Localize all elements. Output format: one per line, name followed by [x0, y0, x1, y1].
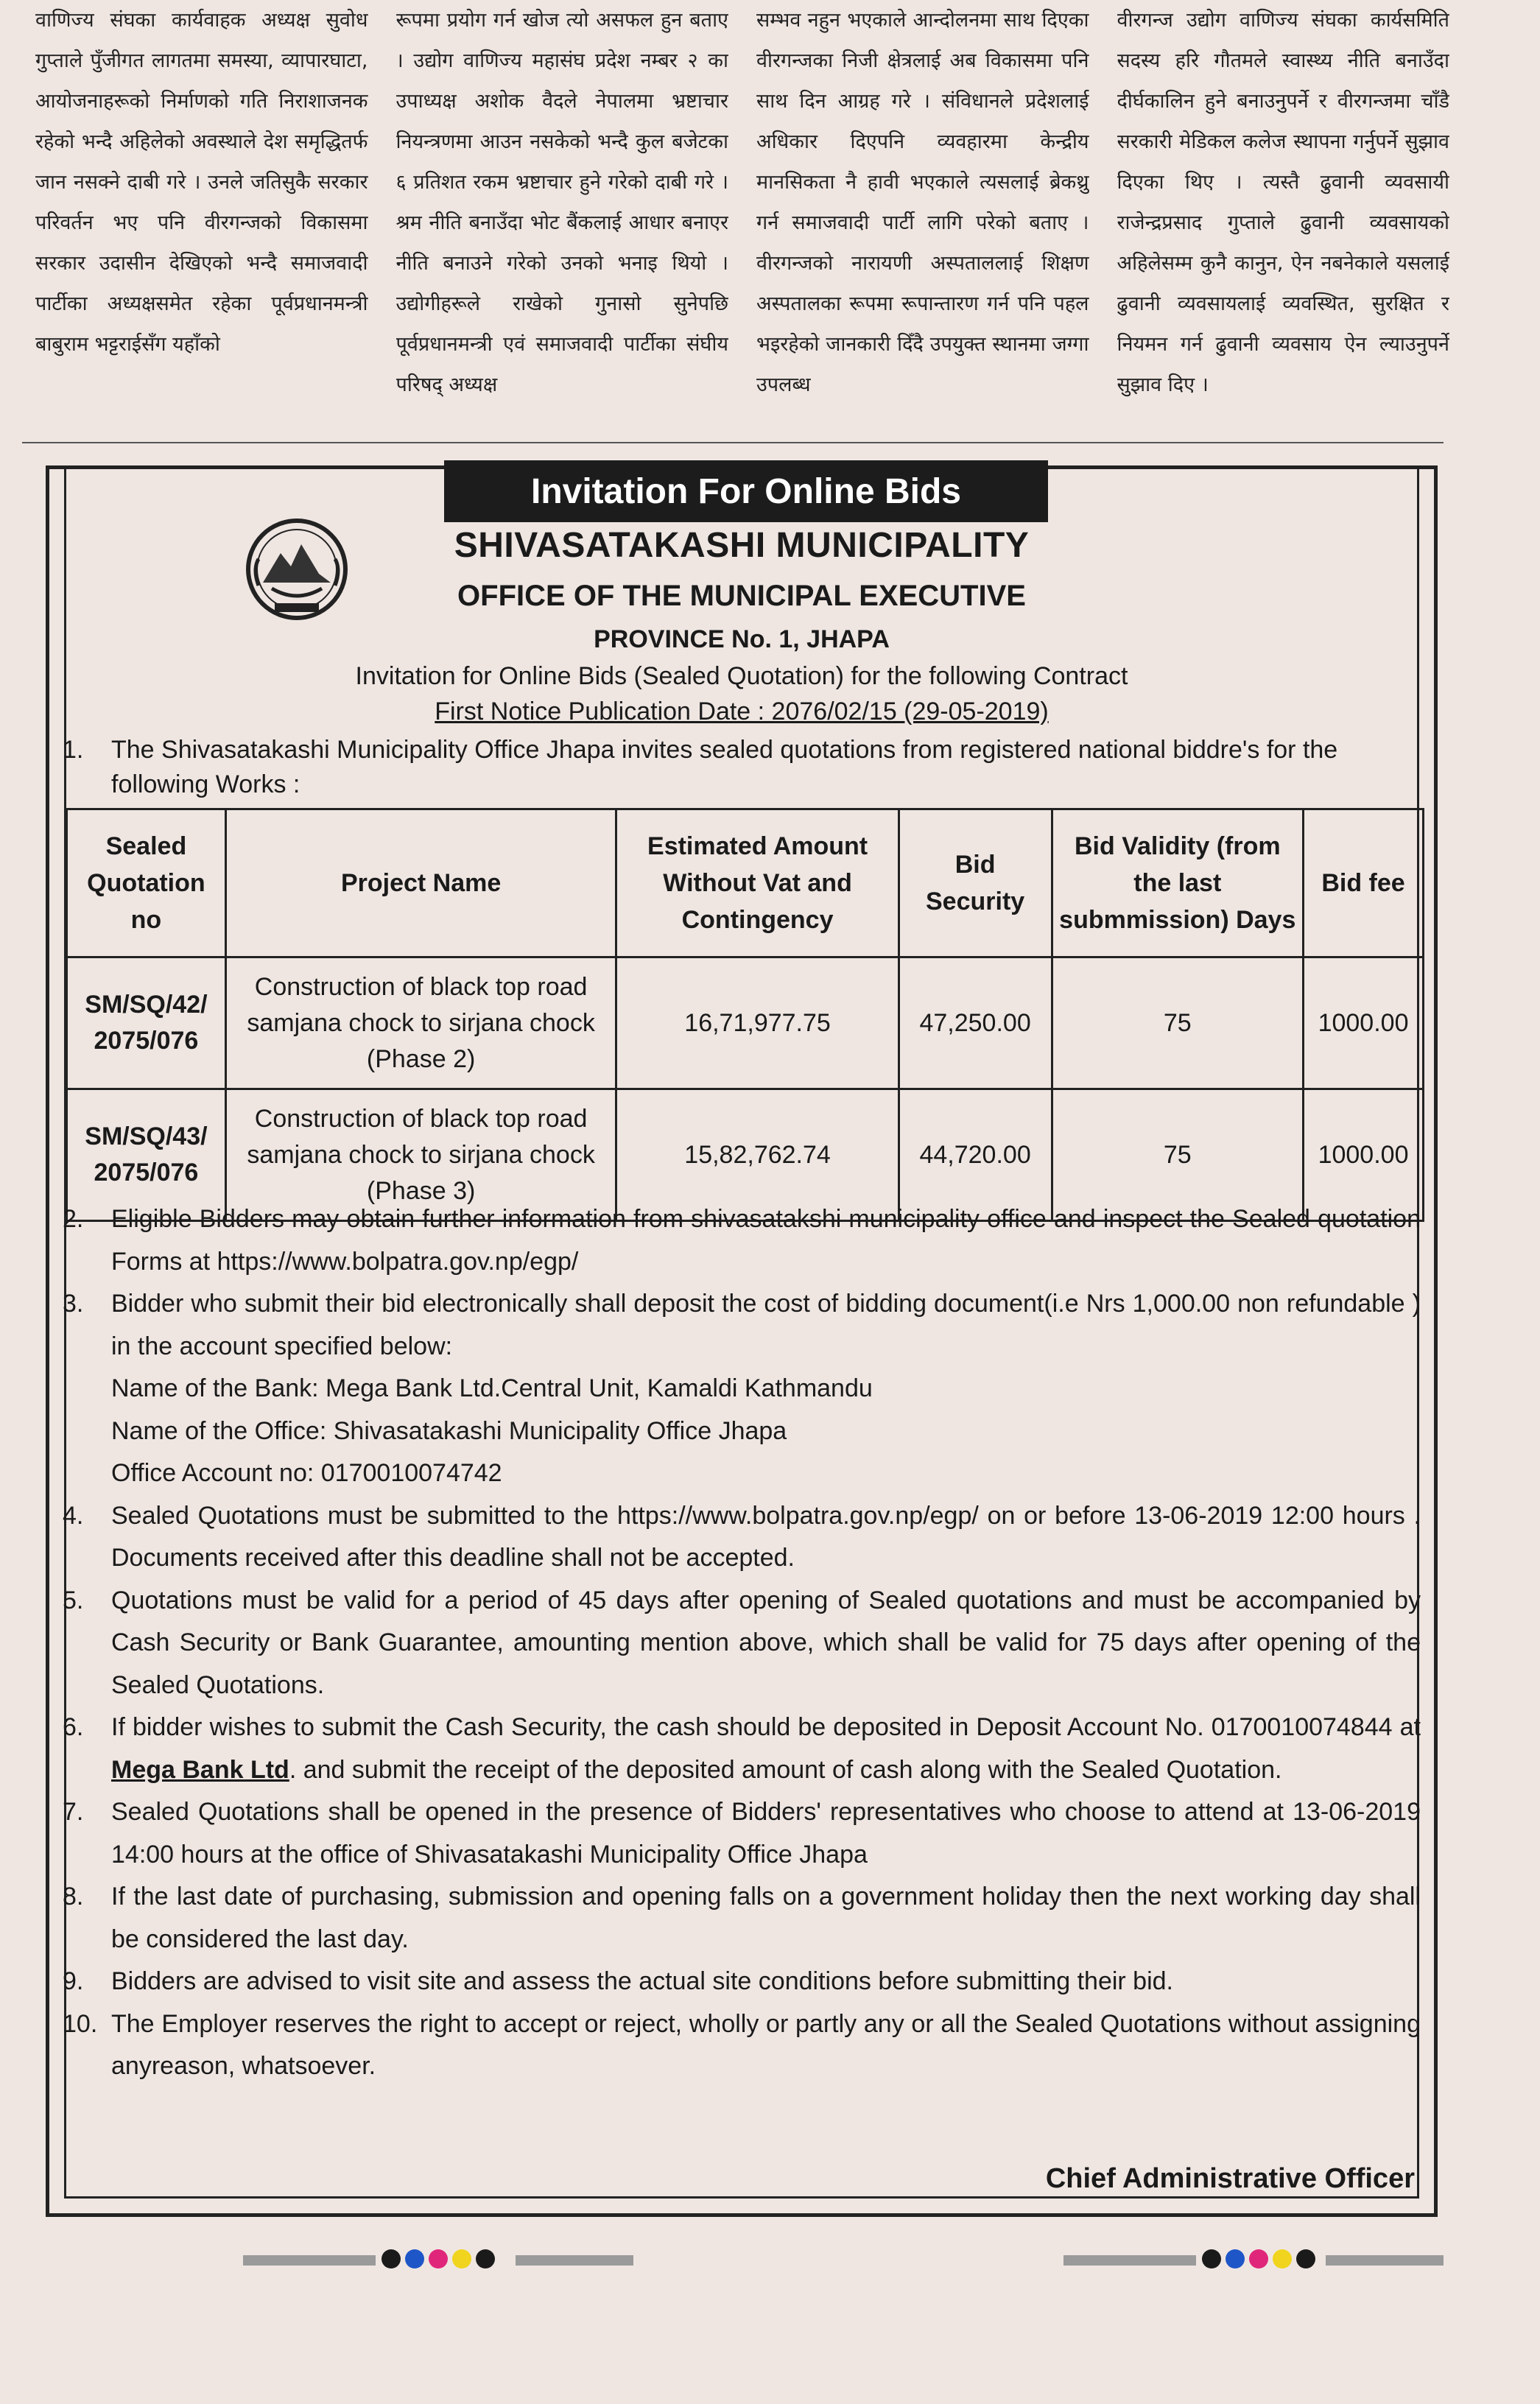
item-number: 3. [63, 1290, 84, 1318]
notice-item-5 [63, 1580, 1421, 1707]
item-text: Bidder who submit their bid electronically shall deposit the cost of bidding document(i.e Nrs 1,000.00 non refundable ) in the account specified below: [111, 1290, 1421, 1360]
cell-fee: 1000.00 [1304, 1089, 1424, 1221]
item-text: Bidders are advised to visit site and assess the actual site conditions before submitting their bid. [111, 1967, 1173, 1995]
bid-notice [46, 465, 1438, 2217]
cell-security: 44,720.00 [899, 1089, 1052, 1221]
cell-amount: 16,71,977.75 [616, 957, 899, 1089]
registration-dot [382, 2249, 401, 2268]
header-estimated-amount: Estimated Amount Without Vat and Contingency [616, 809, 899, 957]
municipality-name: SHIVASATAKASHI MUNICIPALITY [454, 526, 1030, 565]
header-bid-fee: Bid fee [1304, 809, 1424, 957]
registration-dot [405, 2249, 424, 2268]
notice-item-1 [63, 733, 1421, 802]
registration-bar-left [243, 2255, 376, 2266]
signature: Chief Administrative Officer [1045, 2163, 1415, 2194]
item-number: 1. [63, 736, 84, 764]
bids-table [66, 808, 1424, 1222]
header-bid-security: Bid Security [899, 809, 1052, 957]
cell-validity: 75 [1052, 1089, 1304, 1221]
item-text: Quotations must be valid for a period of 45 days after opening of Sealed quotations and must be accompanied by Cash Security or Bank Guarantee, amounting mention above, which shall be valid for 75 days after opening of the Sealed Quotations. [111, 1586, 1421, 1699]
registration-dot [1273, 2249, 1292, 2268]
item-text: The Employer reserves the right to accept or reject, wholly or partly any or all the Sealed Quotations without assigning anyreason, whatsoever. [111, 2009, 1421, 2080]
bank-name-emphasis: Mega Bank Ltd [111, 1755, 289, 1784]
office-name: OFFICE OF THE MUNICIPAL EXECUTIVE [457, 580, 1026, 612]
item-number: 4. [63, 1501, 84, 1530]
registration-bar-right-a [1063, 2255, 1196, 2266]
item-text: If bidder wishes to submit the Cash Security, the cash should be deposited in Deposit Account No. 0170010074844 at [111, 1713, 1421, 1741]
province-name: PROVINCE No. 1, JHAPA [594, 625, 890, 653]
notice-item-8 [63, 1876, 1421, 1961]
registration-bar-mid [516, 2255, 633, 2266]
item-number: 10. [63, 2009, 98, 2038]
cell-quotation-no: SM/SQ/42/ 2075/076 [67, 957, 226, 1089]
cell-project-name: Construction of black top road samjana chock to sirjana chock (Phase 3) [225, 1089, 616, 1221]
registration-dots-left [382, 2249, 495, 2268]
notice-item-4 [63, 1495, 1421, 1580]
registration-dot [429, 2249, 448, 2268]
item-number: 6. [63, 1713, 84, 1741]
item-number: 8. [63, 1883, 84, 1911]
notice-item-7 [63, 1791, 1421, 1876]
item-text: . and submit the receipt of the deposited amount of cash along with the Sealed Quotation. [289, 1755, 1282, 1784]
notice-item-6 [63, 1707, 1421, 1791]
notice-item-10 [63, 2003, 1421, 2088]
item-text: If the last date of purchasing, submission and opening falls on a government holiday then the next working day shall be considered the last day. [111, 1883, 1421, 1953]
invitation-line: Invitation for Online Bids (Sealed Quotation) for the following Contract [355, 662, 1128, 690]
registration-dot [1226, 2249, 1245, 2268]
bank-name-line: Name of the Bank: Mega Bank Ltd.Central Unit, Kamaldi Kathmandu [111, 1374, 873, 1402]
item-text: Sealed Quotations must be submitted to the https://www.bolpatra.gov.np/egp/ on or before 13-06-2019 12:00 hours . Documents received after this deadline shall not be accepted. [111, 1501, 1421, 1572]
item-text: Sealed Quotations shall be opened in the presence of Bidders' representatives who choose to attend at 13-06-2019 14:00 hours at the office of Shivasatakashi Municipality Office Jhapa [111, 1798, 1421, 1869]
notice-item-3 [63, 1283, 1421, 1495]
item-number: 2. [63, 1205, 84, 1233]
header-project-name: Project Name [225, 809, 616, 957]
news-column-4: वीरगन्ज उद्योग वाणिज्य संघका कार्यसमिति सदस्य हरि गौतमले स्वास्थ्य नीति बनाउँदा दीर्घकालिन हुने बनाउनुपर्ने र वीरगन्जमा चाँडै सरकारी मेडिकल कलेज स्थापना गर्नुपर्ने सुझाव दिएका थिए । त्यस्तै ढुवानी व्यवसायी राजेन्द्रप्रसाद गुप्ताले ढुवानी व्यवसायको अहिलेसम्म कुनै कानुन, ऐन नबनेकाले यसलाई ढुवानी व्यवसायलाई व्यवस्थित, सुरक्षित र नियमन गर्न ढुवानी व्यवसाय ऐन ल्याउनुपर्ने सुझाव दिए । [1117, 9, 1449, 396]
registration-dot [1202, 2249, 1221, 2268]
cell-validity: 75 [1052, 957, 1304, 1089]
news-column-2: रूपमा प्रयोग गर्न खोज त्यो असफल हुन बताए । उद्योग वाणिज्य महासंघ प्रदेश नम्बर २ का उपाध्यक्ष अशोक वैदले नेपालमा भ्रष्टाचार नियन्त्रणमा आउन नसकेको भन्दै कुल बजेटका ६ प्रतिशत रकम भ्रष्टाचार हुने गरेको दाबी गरे । श्रम नीति बनाउँदा भोट बैंकलाई आधार बनाएर नीति बनाउने गरेको उनको भनाइ थियो । उद्योगीहरूले राखेको गुनासो सुनेपछि पूर्वप्रधानमन्त्री एवं समाजवादी पार्टीका संघीय परिषद् अध्यक्ष [395, 9, 728, 396]
notice-item-2 [63, 1198, 1421, 1283]
table-header-row [67, 809, 1424, 957]
registration-dots-right [1202, 2249, 1315, 2268]
registration-dot [452, 2249, 471, 2268]
news-column-1: वाणिज्य संघका कार्यवाहक अध्यक्ष सुवोध गुप्ताले पुँजीगत लागतमा समस्या, व्यापारघाटा, आयोजनाहरूको निर्माणको गति निराशाजनक रहेको भन्दै अहिलेको अवस्थाले देश समृद्धितर्फ जान नसक्ने दाबी गरे । उनले जतिसुकै सरकार परिवर्तन भए पनि वीरगन्जको विकासमा सरकार उदासीन देखिएको भन्दै समाजवादी पार्टीका अध्यक्षसमेत रहेका पूर्वप्रधानमन्त्री बाबुराम भट्टराईसँग यहाँको [35, 9, 368, 356]
cell-quotation-no: SM/SQ/43/ 2075/076 [67, 1089, 226, 1221]
registration-bar-right-b [1326, 2255, 1444, 2266]
header-quotation-no: Sealed Quotation no [67, 809, 226, 957]
header-bid-validity: Bid Validity (from the last submmission) Days [1052, 809, 1304, 957]
item-text: The Shivasatakashi Municipality Office Jhapa invites sealed quotations from registered national biddre's for the following Works : [111, 736, 1338, 798]
newspaper-columns [35, 0, 1449, 412]
cell-fee: 1000.00 [1304, 957, 1424, 1089]
publication-date: First Notice Publication Date : 2076/02/15 (29-05-2019) [435, 697, 1049, 725]
item-number: 9. [63, 1967, 84, 1995]
registration-dot [1249, 2249, 1268, 2268]
item-text: Eligible Bidders may obtain further information from shivasatakshi municipality office and inspect the Sealed quotation Forms at https://www.bolpatra.gov.np/egp/ [111, 1205, 1421, 1276]
column-divider [22, 442, 1444, 443]
item-number: 5. [63, 1586, 84, 1614]
account-number-line: Office Account no: 0170010074742 [111, 1459, 502, 1487]
notice-items [63, 1198, 1421, 2088]
office-name-line: Name of the Office: Shivasatakashi Municipality Office Jhapa [111, 1416, 787, 1445]
cell-security: 47,250.00 [899, 957, 1052, 1089]
cell-project-name: Construction of black top road samjana chock to sirjana chock (Phase 2) [225, 957, 616, 1089]
registration-dot [1296, 2249, 1315, 2268]
item-number: 7. [63, 1798, 84, 1826]
notice-item-9 [63, 1961, 1421, 2003]
notice-banner: Invitation For Online Bids [444, 460, 1048, 522]
registration-dot [476, 2249, 495, 2268]
table-row [67, 957, 1424, 1089]
cell-amount: 15,82,762.74 [616, 1089, 899, 1221]
news-column-3: सम्भव नहुन भएकाले आन्दोलनमा साथ दिएका वीरगन्जका निजी क्षेत्रलाई अब विकासमा पनि साथ दिन आग्रह गरे । संविधानले प्रदेशलाई अधिकार दिएपनि व्यवहारमा केन्द्रीय मानसिकता नै हावी भएकाले त्यसलाई ब्रेकथ्रु गर्न समाजवादी पार्टी लागि परेको बताए । वीरगन्जको नारायणी अस्पताललाई शिक्षण अस्पतालका रूपमा रूपान्तारण गर्न पनि पहल भइरहेको जानकारी दिँदै उपयुक्त स्थानमा जग्गा उपलब्ध [756, 9, 1089, 396]
